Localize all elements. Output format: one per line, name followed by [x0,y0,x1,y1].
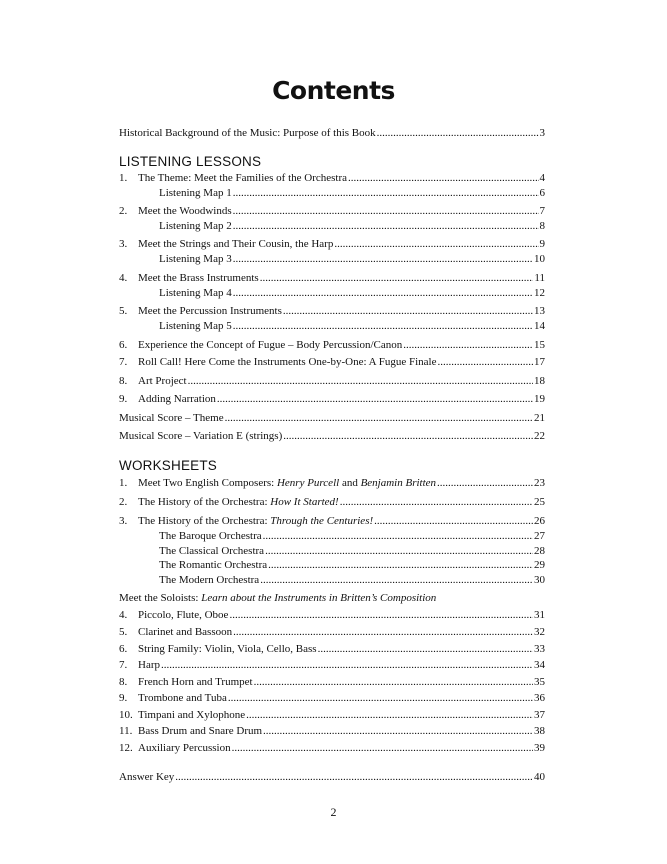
dot-leader [283,428,533,444]
entry-number: 8. [119,375,128,387]
toc-entry[interactable] [119,674,545,690]
entry-label: Listening Map 2 [159,220,232,232]
dot-leader [268,557,533,573]
entry-number: 3. [119,515,128,527]
entry-number: 1. [119,172,128,184]
toc-subentry[interactable] [159,528,545,544]
entry-page: 31 [534,609,545,621]
dot-leader [217,391,533,407]
section-heading-worksheets: WORKSHEETS [119,458,218,473]
toc-subentry[interactable] [159,185,545,201]
dot-leader [233,185,539,201]
entry-page: 28 [534,545,545,557]
dot-leader [340,494,533,510]
entry-page: 7 [539,205,545,217]
toc-entry[interactable] [119,607,545,623]
entry-page: 19 [534,393,545,405]
toc-subentry[interactable] [159,318,545,334]
entry-page: 14 [534,320,545,332]
toc-entry[interactable] [119,494,545,510]
entry-label: Bass Drum and Snare Drum [138,725,263,737]
entry-page: 36 [534,692,545,704]
toc-subentry[interactable] [159,572,545,588]
entry-label: Piccolo, Flute, Oboe [138,609,229,621]
entry-page: 37 [534,709,545,721]
dot-leader [254,674,533,690]
dot-leader [246,707,533,723]
entry-label: Timpani and Xylophone [138,709,246,721]
toc-entry[interactable] [119,391,545,407]
entry-label: The Romantic Orchestra [159,559,268,571]
entry-number: 10. [119,709,133,721]
entry-label: Trombone and Tuba [138,692,227,704]
entry-page: 23 [534,477,545,489]
entry-page: 25 [534,496,545,508]
entry-page: 30 [534,574,545,586]
toc-subentry[interactable] [159,285,545,301]
entry-page: 11 [534,272,545,284]
entry-number: 11. [119,725,133,737]
toc-subentry[interactable] [159,557,545,573]
dot-leader [161,657,533,673]
dot-leader [233,285,533,301]
entry-page: 21 [534,412,545,424]
toc-entry[interactable] [119,303,545,319]
entry-label: Art Project [138,375,187,387]
entry-label: Clarinet and Bassoon [138,626,233,638]
dot-leader [233,318,533,334]
dot-leader [403,337,533,353]
page-number: 2 [330,805,337,819]
dot-leader [283,303,533,319]
toc-entry-intro[interactable] [119,125,545,141]
entry-page: 13 [534,305,545,317]
dot-leader [318,641,533,657]
entry-page: 27 [534,530,545,542]
toc-entry[interactable] [119,236,545,252]
dot-leader [377,125,539,141]
entry-page: 15 [534,339,545,351]
entry-label: Meet the Strings and Their Cousin, the Harp [138,238,334,250]
soloists-heading [119,590,545,606]
entry-number: 6. [119,339,128,351]
dot-leader [229,607,533,623]
entry-page: 8 [539,220,545,232]
toc-entry[interactable] [119,373,545,389]
toc-entry[interactable] [119,513,545,529]
entry-page: 32 [534,626,545,638]
entry-label: Harp [138,659,160,671]
entry-page: 26 [534,515,545,527]
entry-number: 12. [119,742,133,754]
toc-entry[interactable] [119,707,545,723]
entry-label: Listening Map 1 [159,187,232,199]
toc-entry[interactable] [119,270,545,286]
entry-label: Historical Background of the Music: Purpose of this Book [119,127,376,139]
entry-number: 5. [119,305,128,317]
dot-leader [175,769,533,785]
entry-label: Musical Score – Theme [119,412,224,424]
dot-leader [232,740,533,756]
entry-label: Meet the Soloists: Learn about the Instruments in Britten’s Composition [119,592,437,604]
entry-page: 34 [534,659,545,671]
entry-number: 9. [119,692,128,704]
entry-page: 6 [539,187,545,199]
dot-leader [228,690,533,706]
entry-number: 8. [119,676,128,688]
dot-leader [233,218,539,234]
toc-subentry[interactable] [159,218,545,234]
dot-leader [334,236,538,252]
dot-leader [233,203,539,219]
toc-entry[interactable] [119,624,545,640]
dot-leader [233,624,533,640]
entry-number: 1. [119,477,128,489]
entry-number: 4. [119,272,128,284]
entry-label: Experience the Concept of Fugue – Body Percussion/Canon [138,339,403,351]
toc-entry[interactable] [119,740,545,756]
section-heading-listening: LISTENING LESSONS [119,154,262,169]
entry-label: Meet Two English Composers: Henry Purcell and Benjamin Britten [138,477,437,489]
entry-label: Listening Map 3 [159,253,232,265]
entry-label: Adding Narration [138,393,216,405]
entry-label: The Theme: Meet the Families of the Orchestra [138,172,348,184]
entry-label: Answer Key [119,771,175,783]
toc-entry[interactable] [119,428,545,444]
entry-label: Auxiliary Percussion [138,742,231,754]
entry-number: 9. [119,393,128,405]
dot-leader [225,410,533,426]
entry-number: 6. [119,643,128,655]
entry-page: 9 [539,238,545,250]
dot-leader [260,270,534,286]
entry-number: 5. [119,626,128,638]
entry-label: French Horn and Trumpet [138,676,253,688]
entry-page: 12 [534,287,545,299]
toc-entry[interactable] [119,354,545,370]
toc-entry[interactable] [119,170,545,186]
entry-page: 4 [539,172,545,184]
entry-page: 39 [534,742,545,754]
dot-leader [263,528,533,544]
entry-page: 18 [534,375,545,387]
toc-subentry[interactable] [159,251,545,267]
entry-label: Meet the Woodwinds [138,205,232,217]
toc-entry[interactable] [119,410,545,426]
entry-number: 7. [119,659,128,671]
dot-leader [263,723,533,739]
toc-entry[interactable] [119,641,545,657]
entry-number: 7. [119,356,128,368]
dot-leader [437,354,533,370]
entry-label: Meet the Brass Instruments [138,272,259,284]
entry-label: The Baroque Orchestra [159,530,262,542]
dot-leader [374,513,533,529]
entry-page: 3 [539,127,545,139]
entry-label: The History of the Orchestra: Through the Centuries! [138,515,374,527]
toc-entry[interactable] [119,657,545,673]
page-title: Contents [272,76,395,105]
toc-entry-answer-key[interactable] [119,769,545,785]
entry-label: Meet the Percussion Instruments [138,305,282,317]
entry-number: 2. [119,205,128,217]
entry-label: Listening Map 4 [159,287,232,299]
entry-page: 29 [534,559,545,571]
entry-page: 17 [534,356,545,368]
entry-label: The Modern Orchestra [159,574,260,586]
entry-number: 3. [119,238,128,250]
entry-page: 33 [534,643,545,655]
toc-entry[interactable] [119,723,545,739]
toc-entry[interactable] [119,690,545,706]
entry-page: 35 [534,676,545,688]
entry-number: 2. [119,496,128,508]
dot-leader [348,170,538,186]
dot-leader [437,475,533,491]
entry-label: The History of the Orchestra: How It Started! [138,496,339,508]
entry-number: 4. [119,609,128,621]
entry-page: 22 [534,430,545,442]
entry-page: 10 [534,253,545,265]
entry-label: Roll Call! Here Come the Instruments One-by-One: A Fugue Finale [138,356,437,368]
dot-leader [260,572,533,588]
dot-leader [233,251,533,267]
entry-label: Musical Score – Variation E (strings) [119,430,283,442]
entry-label: The Classical Orchestra [159,545,265,557]
entry-page: 38 [534,725,545,737]
entry-label: Listening Map 5 [159,320,232,332]
dot-leader [188,373,533,389]
toc-entry[interactable] [119,203,545,219]
toc-entry[interactable] [119,337,545,353]
entry-page: 40 [534,771,545,783]
entry-label: String Family: Violin, Viola, Cello, Bass [138,643,317,655]
toc-entry[interactable] [119,475,545,491]
